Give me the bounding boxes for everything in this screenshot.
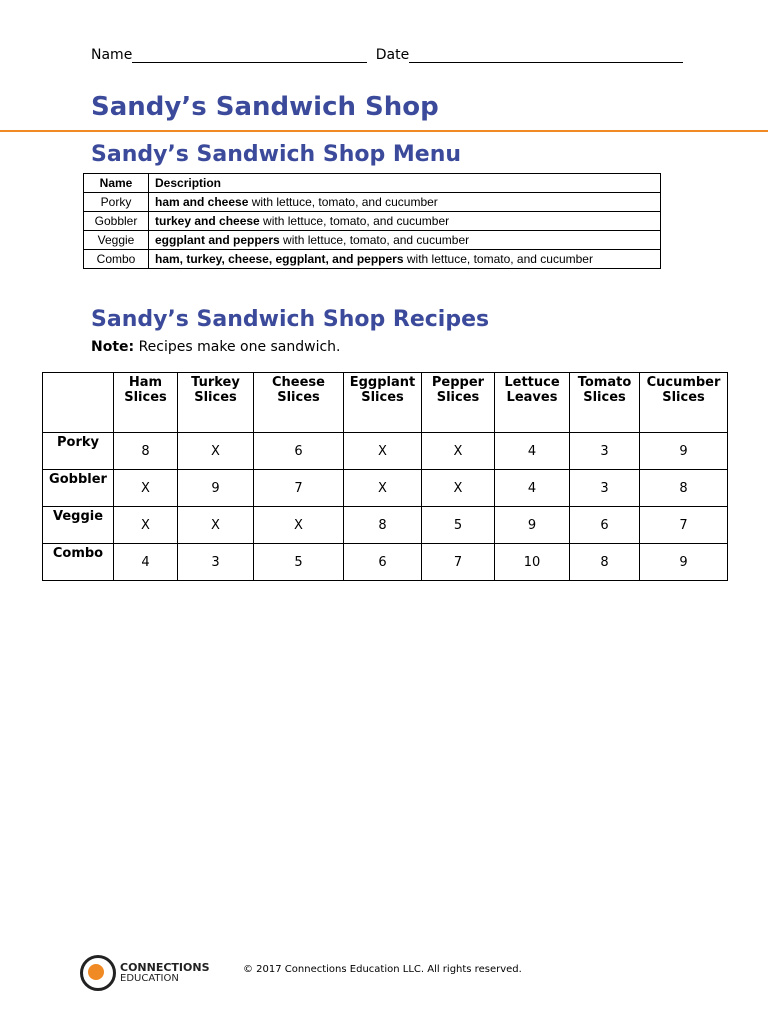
recipe-cell: 4 <box>495 470 570 507</box>
recipe-cell: X <box>114 507 178 544</box>
recipe-row <box>43 470 728 507</box>
recipe-row-name: Combo <box>43 544 114 581</box>
menu-row-description <box>149 250 661 269</box>
menu-header-name: Name <box>84 174 149 193</box>
name-blank <box>132 48 367 63</box>
recipe-cell: 5 <box>254 544 344 581</box>
logo-text <box>120 962 210 984</box>
menu-row <box>84 212 661 231</box>
menu-ingredients-extra: with lettuce, tomato, and cucumber <box>248 195 438 209</box>
menu-ingredients-main: ham and cheese <box>155 195 249 209</box>
recipe-cell: 6 <box>344 544 422 581</box>
menu-row-name: Gobbler <box>84 212 149 231</box>
recipe-cell: 7 <box>640 507 728 544</box>
menu-table <box>83 173 661 269</box>
menu-ingredients-main: turkey and cheese <box>155 214 260 228</box>
recipe-cell: 3 <box>178 544 254 581</box>
recipes-header-cheese: Cheese Slices <box>254 373 344 433</box>
logo-line-2: EDUCATION <box>120 973 179 984</box>
note-label: Note: <box>91 339 135 355</box>
recipes-header-turkey: Turkey Slices <box>178 373 254 433</box>
menu-title: Sandy’s Sandwich Shop Menu <box>91 142 462 167</box>
recipe-cell: 5 <box>422 507 495 544</box>
menu-row-description <box>149 212 661 231</box>
recipe-cell: X <box>178 507 254 544</box>
recipe-cell: 9 <box>640 544 728 581</box>
recipe-row-name: Gobbler <box>43 470 114 507</box>
recipes-header-tomato: Tomato Slices <box>570 373 640 433</box>
recipe-cell: 8 <box>114 433 178 470</box>
recipe-cell: X <box>422 470 495 507</box>
recipe-cell: X <box>254 507 344 544</box>
recipe-row <box>43 433 728 470</box>
recipe-cell: 8 <box>344 507 422 544</box>
menu-row <box>84 231 661 250</box>
recipe-cell: 10 <box>495 544 570 581</box>
page-title: Sandy’s Sandwich Shop <box>91 92 439 122</box>
recipe-row-name: Veggie <box>43 507 114 544</box>
menu-row-name: Porky <box>84 193 149 212</box>
menu-row-name: Combo <box>84 250 149 269</box>
menu-header-description: Description <box>149 174 661 193</box>
menu-ingredients-main: ham, turkey, cheese, eggplant, and peppers <box>155 252 404 266</box>
date-blank <box>409 48 683 63</box>
recipes-header-cucumber: Cucumber Slices <box>640 373 728 433</box>
recipe-cell: 7 <box>254 470 344 507</box>
recipes-header-row <box>43 373 728 433</box>
recipe-row <box>43 544 728 581</box>
recipes-table <box>42 372 728 581</box>
recipe-cell: 9 <box>495 507 570 544</box>
recipes-note <box>91 339 341 355</box>
menu-ingredients-main: eggplant and peppers <box>155 233 280 247</box>
recipe-cell: 4 <box>495 433 570 470</box>
copyright-text: © 2017 Connections Education LLC. All rights reserved. <box>243 964 522 975</box>
recipes-header-eggplant: Eggplant Slices <box>344 373 422 433</box>
recipe-cell: 9 <box>640 433 728 470</box>
menu-ingredients-extra: with lettuce, tomato, and cucumber <box>403 252 593 266</box>
footer-logo <box>80 955 210 991</box>
recipes-header-lettuce: Lettuce Leaves <box>495 373 570 433</box>
menu-row-description <box>149 193 661 212</box>
recipes-corner-cell <box>43 373 114 433</box>
recipe-cell: 6 <box>570 507 640 544</box>
recipe-cell: X <box>178 433 254 470</box>
recipes-title: Sandy’s Sandwich Shop Recipes <box>91 307 490 332</box>
menu-row <box>84 250 661 269</box>
recipe-cell: 6 <box>254 433 344 470</box>
menu-ingredients-extra: with lettuce, tomato, and cucumber <box>259 214 450 228</box>
note-text: Recipes make one sandwich. <box>134 339 341 355</box>
recipe-cell: X <box>422 433 495 470</box>
recipe-cell: 7 <box>422 544 495 581</box>
connections-logo-icon <box>80 955 116 991</box>
menu-ingredients-extra: with lettuce, tomato, and cucumber <box>279 233 470 247</box>
title-divider <box>0 130 768 132</box>
recipe-cell: 9 <box>178 470 254 507</box>
recipe-cell: 3 <box>570 433 640 470</box>
recipe-cell: 3 <box>570 470 640 507</box>
recipe-row-name: Porky <box>43 433 114 470</box>
recipe-cell: 8 <box>570 544 640 581</box>
recipes-header-ham: Ham Slices <box>114 373 178 433</box>
menu-header-row <box>84 174 661 193</box>
recipe-cell: X <box>114 470 178 507</box>
recipe-row <box>43 507 728 544</box>
recipe-cell: X <box>344 433 422 470</box>
menu-row <box>84 193 661 212</box>
recipe-cell: 4 <box>114 544 178 581</box>
recipes-header-pepper: Pepper Slices <box>422 373 495 433</box>
menu-row-description <box>149 231 661 250</box>
date-label: Date <box>375 47 410 63</box>
menu-row-name: Veggie <box>84 231 149 250</box>
name-date-line <box>91 47 683 63</box>
recipe-cell: X <box>344 470 422 507</box>
recipe-cell: 8 <box>640 470 728 507</box>
name-label: Name <box>91 47 133 63</box>
logo-line-1: CONNECTIONS <box>120 961 210 974</box>
